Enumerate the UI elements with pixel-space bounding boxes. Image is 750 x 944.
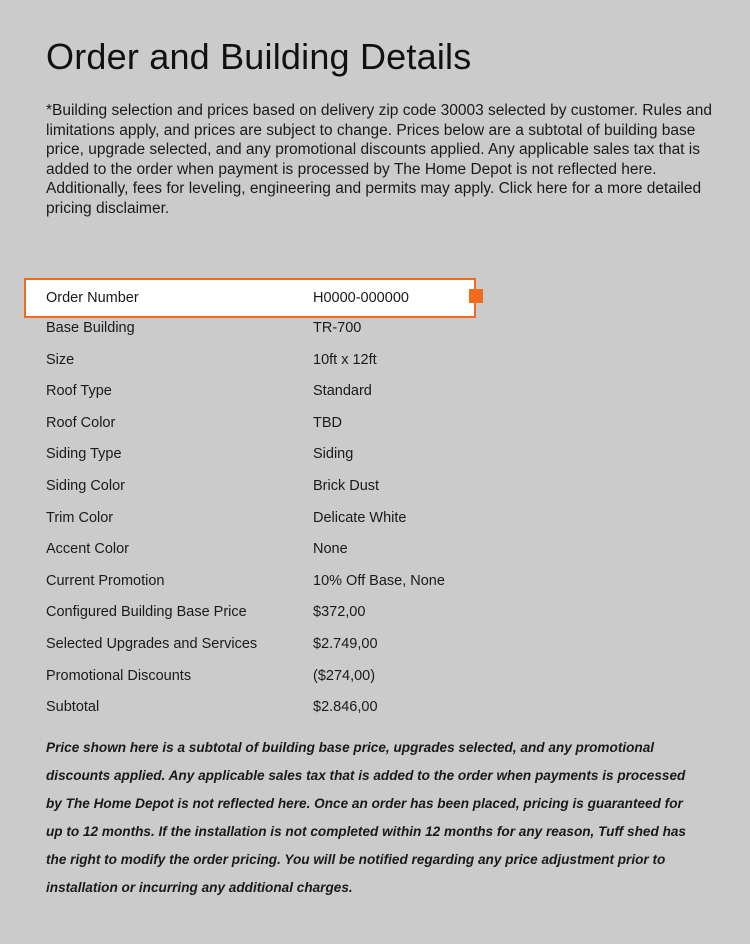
row-label: Selected Upgrades and Services xyxy=(46,635,258,652)
row-label: Accent Color xyxy=(46,541,130,558)
table-row xyxy=(0,471,750,503)
table-row xyxy=(0,408,750,440)
row-value: ($274,00) xyxy=(313,667,376,684)
row-value: $372,00 xyxy=(313,604,366,621)
order-number-row[interactable] xyxy=(24,278,476,318)
row-label: Subtotal xyxy=(46,699,100,716)
row-label: Current Promotion xyxy=(46,572,165,589)
row-label: Roof Color xyxy=(46,414,116,431)
row-value: None xyxy=(313,541,348,558)
row-label: Trim Color xyxy=(46,509,114,526)
row-label: Siding Type xyxy=(46,446,122,463)
table-row xyxy=(0,629,750,661)
details-rows xyxy=(0,313,750,724)
row-value: TBD xyxy=(313,414,342,431)
table-row xyxy=(0,503,750,535)
row-label: Promotional Discounts xyxy=(46,667,192,684)
row-label: Base Building xyxy=(46,320,135,336)
row-label: Siding Color xyxy=(46,477,125,494)
row-value: 10% Off Base, None xyxy=(313,572,445,589)
row-value: Standard xyxy=(313,383,372,400)
row-value: Delicate White xyxy=(313,509,407,526)
row-value: $2.846,00 xyxy=(313,699,378,716)
resize-handle-icon[interactable] xyxy=(469,289,483,303)
pricing-disclaimer[interactable]: *Building selection and prices based on delivery zip code 30003 selected by customer. Rules and limitations apply, and prices are subject to change. Prices below are a subtotal of building base price, upgrade selected, and any promotional discounts applied. Any applicable sales tax that is added to the order when payment is processed by The Home Depot is not reflected here. Additionally, fees for leveling, engineering and permits may apply. Click here for a more detailed pricing disclaimer. xyxy=(46,102,713,217)
row-label: Size xyxy=(46,351,75,368)
table-row xyxy=(0,597,750,629)
row-value: TR-700 xyxy=(313,320,362,336)
row-label: Configured Building Base Price xyxy=(46,604,247,621)
table-row xyxy=(0,534,750,566)
page-title: Order and Building Details xyxy=(46,36,472,77)
table-row xyxy=(0,439,750,471)
row-value: Brick Dust xyxy=(313,477,380,494)
table-row xyxy=(0,376,750,408)
fine-print: Price shown here is a subtotal of building base price, upgrades selected, and any promotional discounts applied. Any applicable sales tax that is added to the order when payments is processed by The Home Depot is not reflected here. Once an order has been placed, pricing is guaranteed for up to 12 months. If the installation is not completed within 12 months for any reason, Tuff shed has the right to modify the order pricing. You will be notified regarding any price adjustment prior to installation or incurring any additional charges. xyxy=(46,740,686,895)
table-row xyxy=(0,566,750,598)
row-value: Siding xyxy=(313,446,354,463)
row-label: Order Number xyxy=(46,290,139,306)
table-row xyxy=(0,661,750,693)
row-label: Roof Type xyxy=(46,383,112,400)
table-row xyxy=(0,345,750,377)
row-value: 10ft x 12ft xyxy=(313,351,377,368)
order-number-value: H0000-000000 xyxy=(313,290,409,306)
row-value: $2.749,00 xyxy=(313,635,378,652)
table-row xyxy=(0,313,750,345)
table-row xyxy=(0,692,750,724)
